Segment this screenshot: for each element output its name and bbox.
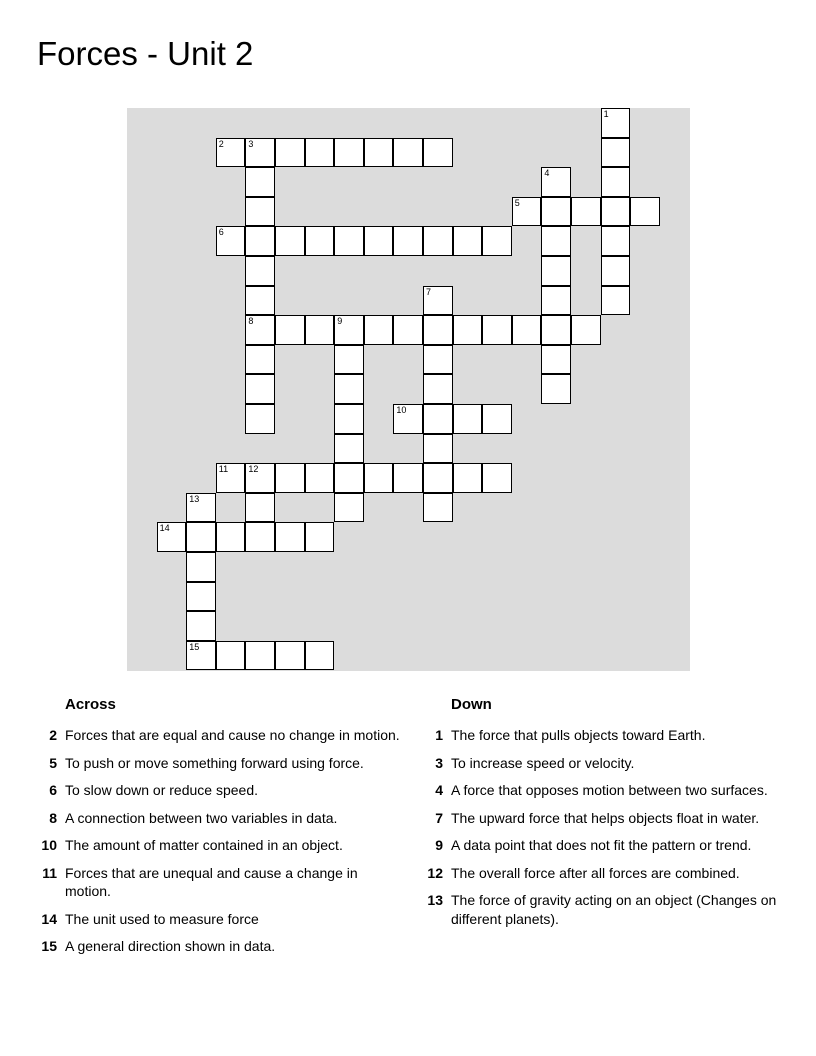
crossword-cell[interactable] <box>541 286 571 316</box>
clue-text: The upward force that helps objects float in water. <box>451 809 760 826</box>
clue-text: Forces that are unequal and cause a change in motion. <box>65 864 358 899</box>
across-clue <box>30 781 400 800</box>
clue-number: 9 <box>435 837 443 853</box>
crossword-cell[interactable] <box>393 404 423 434</box>
clue-text: A general direction shown in data. <box>65 938 276 954</box>
crossword-cell[interactable] <box>393 463 423 493</box>
crossword-cell[interactable] <box>453 226 483 256</box>
clue-text: The overall force after all forces are combined. <box>451 864 740 881</box>
crossword-cell[interactable] <box>423 434 453 464</box>
down-clue <box>416 891 786 928</box>
cell-number: 4 <box>544 168 550 179</box>
across-clue <box>30 809 400 828</box>
page-title: Forces - Unit 2 <box>37 35 254 72</box>
crossword-cell[interactable] <box>571 197 601 227</box>
crossword-cell[interactable] <box>216 226 246 256</box>
crossword-cell[interactable] <box>305 138 335 168</box>
cell-number: 6 <box>218 227 224 238</box>
crossword-cell[interactable] <box>601 256 631 286</box>
clue-text: The force of gravity acting on an object (Changes on different planets). <box>451 892 777 927</box>
crossword-cell[interactable] <box>571 315 601 345</box>
crossword-cell[interactable] <box>541 315 571 345</box>
across-heading: Across <box>65 696 116 713</box>
across-clue <box>30 836 400 855</box>
crossword-cell[interactable] <box>393 226 423 256</box>
crossword-cell[interactable] <box>482 404 512 434</box>
crossword-cell[interactable] <box>245 374 275 404</box>
crossword-cell[interactable] <box>423 345 453 375</box>
crossword-cell[interactable] <box>364 226 394 256</box>
crossword-cell[interactable] <box>334 434 364 464</box>
across-clue <box>30 864 400 901</box>
crossword-cell[interactable] <box>275 641 305 671</box>
crossword-cell[interactable] <box>364 463 394 493</box>
crossword-cell[interactable] <box>541 167 571 197</box>
down-clue <box>416 754 786 773</box>
crossword-cell[interactable] <box>245 345 275 375</box>
crossword-cell[interactable] <box>305 522 335 552</box>
crossword-cell[interactable] <box>364 315 394 345</box>
clue-text: The amount of matter contained in an object. <box>65 837 343 853</box>
clue-number: 15 <box>41 938 57 954</box>
cell-number: 15 <box>189 641 200 652</box>
crossword-cell[interactable] <box>186 493 216 523</box>
crossword-cell[interactable] <box>245 256 275 286</box>
clue-number: 5 <box>49 754 57 771</box>
clue-text: The force that pulls objects toward Earth. <box>451 727 706 743</box>
crossword-cell[interactable] <box>334 226 364 256</box>
crossword-cell[interactable] <box>245 404 275 434</box>
crossword-cell[interactable] <box>186 611 216 641</box>
cell-number: 8 <box>248 316 254 327</box>
cell-number: 13 <box>189 493 200 504</box>
crossword-cell[interactable] <box>245 493 275 523</box>
crossword-cell[interactable] <box>245 522 275 552</box>
clue-number: 4 <box>435 782 443 798</box>
clue-number: 11 <box>42 864 57 881</box>
clue-text: To slow down or reduce speed. <box>65 782 258 798</box>
cell-number: 7 <box>426 286 432 297</box>
crossword-cell[interactable] <box>216 522 246 552</box>
crossword-cell[interactable] <box>482 315 512 345</box>
crossword-cell[interactable] <box>423 374 453 404</box>
crossword-cell[interactable] <box>541 256 571 286</box>
cell-number: 14 <box>159 523 170 534</box>
crossword-cell[interactable] <box>245 463 275 493</box>
crossword-cell[interactable] <box>601 138 631 168</box>
crossword-cell[interactable] <box>245 167 275 197</box>
crossword-cell[interactable] <box>541 197 571 227</box>
crossword-cell[interactable] <box>334 493 364 523</box>
crossword-cell[interactable] <box>601 286 631 316</box>
down-clue <box>416 726 786 745</box>
down-clue <box>416 809 786 828</box>
crossword-cell[interactable] <box>275 138 305 168</box>
crossword-cell[interactable] <box>423 404 453 434</box>
crossword-cell[interactable] <box>512 197 542 227</box>
clue-number: 2 <box>49 727 57 743</box>
clue-text: A data point that does not fit the pattern or trend. <box>451 837 752 853</box>
crossword-cell[interactable] <box>601 167 631 197</box>
clue-text: To increase speed or velocity. <box>451 754 635 771</box>
down-clue <box>416 836 786 855</box>
clue-text: The unit used to measure force <box>65 910 259 927</box>
crossword-cell[interactable] <box>275 522 305 552</box>
crossword-cell[interactable] <box>216 641 246 671</box>
clue-text: A connection between two variables in data. <box>65 809 338 826</box>
cell-number: 9 <box>337 316 343 327</box>
cell-number: 12 <box>248 464 259 475</box>
crossword-cell[interactable] <box>482 226 512 256</box>
clue-number: 6 <box>49 782 57 798</box>
cell-number: 2 <box>218 138 224 149</box>
down-clue <box>416 864 786 883</box>
down-heading: Down <box>451 696 492 713</box>
across-clue <box>30 937 400 956</box>
crossword-cell[interactable] <box>216 138 246 168</box>
clue-number: 8 <box>49 809 57 826</box>
crossword-grid <box>127 108 690 671</box>
crossword-cell[interactable] <box>245 315 275 345</box>
crossword-cell[interactable] <box>364 138 394 168</box>
crossword-cell[interactable] <box>245 641 275 671</box>
crossword-cell[interactable] <box>245 226 275 256</box>
crossword-cell[interactable] <box>423 226 453 256</box>
crossword-cell[interactable] <box>393 315 423 345</box>
crossword-cell[interactable] <box>423 463 453 493</box>
crossword-cell[interactable] <box>186 552 216 582</box>
down-clue <box>416 781 786 800</box>
across-clue <box>30 726 400 745</box>
crossword-cell[interactable] <box>186 641 216 671</box>
crossword-cell[interactable] <box>157 522 187 552</box>
crossword-cell[interactable] <box>423 286 453 316</box>
crossword-cell[interactable] <box>423 493 453 523</box>
crossword-cell[interactable] <box>512 315 542 345</box>
clue-number: 14 <box>41 910 57 927</box>
crossword-cell[interactable] <box>334 138 364 168</box>
clue-text: To push or move something forward using force. <box>65 754 364 771</box>
crossword-cell[interactable] <box>334 315 364 345</box>
crossword-cell[interactable] <box>305 463 335 493</box>
crossword-cell[interactable] <box>393 138 423 168</box>
clue-text: Forces that are equal and cause no change in motion. <box>65 727 400 743</box>
crossword-cell[interactable] <box>453 404 483 434</box>
crossword-cell[interactable] <box>541 226 571 256</box>
down-clues <box>416 696 786 937</box>
crossword-cell[interactable] <box>275 463 305 493</box>
cell-number: 5 <box>514 197 520 208</box>
crossword-cell[interactable] <box>423 315 453 345</box>
crossword-cell[interactable] <box>334 374 364 404</box>
across-clue <box>30 754 400 773</box>
cell-number: 3 <box>248 138 254 149</box>
crossword-cell[interactable] <box>245 197 275 227</box>
crossword-cell[interactable] <box>305 226 335 256</box>
cell-number: 11 <box>218 464 229 475</box>
clue-number: 3 <box>435 754 443 771</box>
crossword-cell[interactable] <box>453 463 483 493</box>
cell-number: 10 <box>396 405 407 415</box>
across-clue <box>30 910 400 929</box>
crossword-cell[interactable] <box>482 463 512 493</box>
crossword-cell[interactable] <box>541 345 571 375</box>
crossword-cell[interactable] <box>423 138 453 168</box>
crossword-cell[interactable] <box>186 522 216 552</box>
clue-text: A force that opposes motion between two surfaces. <box>451 782 768 798</box>
crossword-cell[interactable] <box>245 138 275 168</box>
across-clues <box>30 696 400 965</box>
cell-number: 1 <box>603 109 609 119</box>
crossword-cell[interactable] <box>601 197 631 227</box>
crossword-cell[interactable] <box>334 463 364 493</box>
crossword-cell[interactable] <box>216 463 246 493</box>
clue-number: 12 <box>427 864 443 881</box>
crossword-cell[interactable] <box>275 226 305 256</box>
crossword-cell[interactable] <box>334 404 364 434</box>
crossword-cell[interactable] <box>630 197 660 227</box>
crossword-cell[interactable] <box>305 641 335 671</box>
crossword-cell[interactable] <box>245 286 275 316</box>
crossword-cell[interactable] <box>305 315 335 345</box>
crossword-cell[interactable] <box>453 315 483 345</box>
clue-number: 1 <box>435 727 443 743</box>
clue-number: 13 <box>427 892 443 908</box>
crossword-cell[interactable] <box>541 374 571 404</box>
crossword-cell[interactable] <box>334 345 364 375</box>
clue-number: 7 <box>435 809 443 826</box>
clue-number: 10 <box>41 837 57 853</box>
crossword-cell[interactable] <box>601 108 631 138</box>
crossword-cell[interactable] <box>275 315 305 345</box>
crossword-cell[interactable] <box>186 582 216 612</box>
crossword-cell[interactable] <box>601 226 631 256</box>
